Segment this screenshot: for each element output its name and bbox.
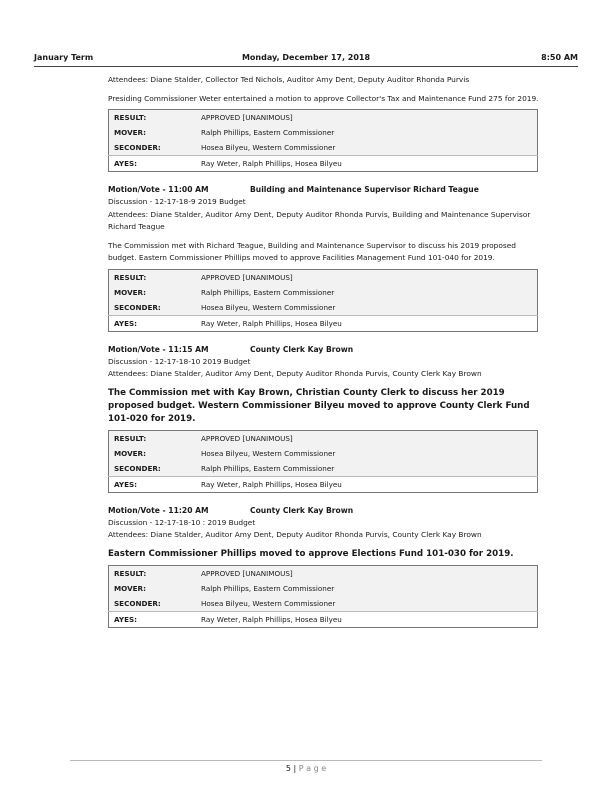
seconder-label: SECONDER:: [114, 143, 161, 152]
motion-time: Motion/Vote - 11:20 AM: [108, 505, 209, 515]
mover-row: [109, 446, 538, 461]
discussion-text: Discussion - 12-17-18-10 2019 Budget: [108, 356, 251, 366]
result-label: RESULT:: [114, 113, 147, 122]
header-date: Monday, December 17, 2018: [241, 53, 371, 62]
body-text: The Commission met with Richard Teague, Building and Maintenance Supervisor to discuss his 2019 proposed budget. Eastern Commissioner Phillips moved to approve Facilities Management Fund 101-040 for 2019.: [108, 240, 516, 262]
result-row: [109, 110, 538, 126]
result-row: [109, 430, 538, 446]
result-table: [108, 430, 538, 493]
seconder-value: Hosea Bilyeu, Western Commissioner: [201, 143, 336, 152]
footer-separator: |: [293, 764, 297, 773]
mover-row: [109, 581, 538, 596]
attendees-text: Attendees: Diane Stalder, Auditor Amy Dent, Deputy Auditor Rhonda Purvis, Building and Maintenance Supervisor Richard Teague: [108, 209, 531, 231]
attendees-text: Attendees: Diane Stalder, Auditor Amy Dent, Deputy Auditor Rhonda Purvis, County Clerk Kay Brown: [108, 530, 482, 539]
seconder-label: SECONDER:: [114, 598, 161, 608]
page-number: 5: [285, 764, 291, 773]
ayes-value: Ray Weter, Ralph Phillips, Hosea Bilyeu: [196, 315, 538, 331]
seconder-label: SECONDER:: [114, 463, 161, 473]
result-value: APPROVED [UNANIMOUS]: [201, 113, 293, 122]
discussion-text: Discussion - 12-17-18-10 : 2019 Budget: [108, 517, 256, 527]
seconder-value: Ralph Phillips, Eastern Commissioner: [201, 463, 335, 473]
seconder-row: [109, 300, 538, 316]
result-label: RESULT:: [114, 568, 147, 578]
page-word: P a g e: [298, 764, 327, 773]
ayes-value: Ray Weter, Ralph Phillips, Hosea Bilyeu: [196, 156, 538, 172]
ayes-row: [109, 611, 538, 627]
result-row: [109, 269, 538, 285]
motion-heading: [108, 505, 542, 517]
attendees-text: Attendees: Diane Stalder, Auditor Amy Dent, Deputy Auditor Rhonda Purvis, County Clerk Kay Brown: [108, 369, 482, 378]
result-row: [109, 565, 538, 581]
mover-value: Ralph Phillips, Eastern Commissioner: [201, 583, 335, 593]
mover-value: Ralph Phillips, Eastern Commissioner: [201, 128, 335, 137]
result-value: APPROVED [UNANIMOUS]: [201, 568, 293, 578]
mover-label: MOVER:: [114, 583, 146, 593]
result-value: APPROVED [UNANIMOUS]: [201, 272, 293, 282]
mover-value: Ralph Phillips, Eastern Commissioner: [201, 287, 335, 297]
mover-row: [109, 125, 538, 140]
page-header: [34, 52, 578, 67]
mover-label: MOVER:: [114, 128, 146, 137]
header-time: 8:50 AM: [541, 53, 578, 62]
seconder-value: Hosea Bilyeu, Western Commissioner: [201, 598, 336, 608]
attendees-text: Attendees: Diane Stalder, Collector Ted Nichols, Auditor Amy Dent, Deputy Auditor Rhonda Purvis: [108, 75, 470, 84]
ayes-row: [109, 156, 538, 172]
ayes-row: [109, 476, 538, 492]
motion-title: County Clerk Kay Brown: [250, 344, 354, 354]
result-label: RESULT:: [114, 433, 147, 443]
body-text: Eastern Commissioner Phillips moved to approve Elections Fund 101-030 for 2019.: [108, 548, 514, 559]
ayes-value: Ray Weter, Ralph Phillips, Hosea Bilyeu: [196, 611, 538, 627]
body-text: The Commission met with Kay Brown, Christian County Clerk to discuss her 2019 proposed budget. Western Commissioner Bilyeu moved to approve County Clerk Fund 101-020 for 2019.: [108, 387, 530, 424]
seconder-row: [109, 140, 538, 156]
motion-time: Motion/Vote - 11:15 AM: [108, 344, 209, 354]
page-footer: [70, 760, 542, 773]
mover-value: Hosea Bilyeu, Western Commissioner: [201, 448, 336, 458]
motion-time: Motion/Vote - 11:00 AM: [108, 185, 209, 194]
result-label: RESULT:: [114, 272, 147, 282]
ayes-label: AYES:: [109, 611, 197, 627]
motion-heading: [108, 344, 542, 356]
result-table: [108, 565, 538, 628]
ayes-label: AYES:: [109, 315, 197, 331]
seconder-row: [109, 461, 538, 477]
ayes-label: AYES:: [109, 156, 197, 172]
motion-title: Building and Maintenance Supervisor Richard Teague: [250, 185, 479, 194]
seconder-value: Hosea Bilyeu, Western Commissioner: [201, 302, 336, 312]
mover-label: MOVER:: [114, 448, 146, 458]
result-table: [108, 109, 538, 172]
header-term: January Term: [34, 53, 94, 62]
ayes-value: Ray Weter, Ralph Phillips, Hosea Bilyeu: [196, 476, 538, 492]
motion-title: County Clerk Kay Brown: [250, 505, 354, 515]
ayes-label: AYES:: [109, 476, 197, 492]
ayes-row: [109, 315, 538, 331]
seconder-label: SECONDER:: [114, 302, 161, 312]
mover-label: MOVER:: [114, 287, 146, 297]
result-value: APPROVED [UNANIMOUS]: [201, 433, 293, 443]
motion-heading: [108, 184, 542, 196]
seconder-row: [109, 596, 538, 612]
discussion-text: Discussion - 12-17-18-9 2019 Budget: [108, 197, 246, 206]
minutes-content: [108, 74, 542, 628]
body-text: Presiding Commissioner Weter entertained a motion to approve Collector's Tax and Maintenance Fund 275 for 2019.: [108, 93, 539, 103]
result-table: [108, 269, 538, 332]
mover-row: [109, 285, 538, 300]
